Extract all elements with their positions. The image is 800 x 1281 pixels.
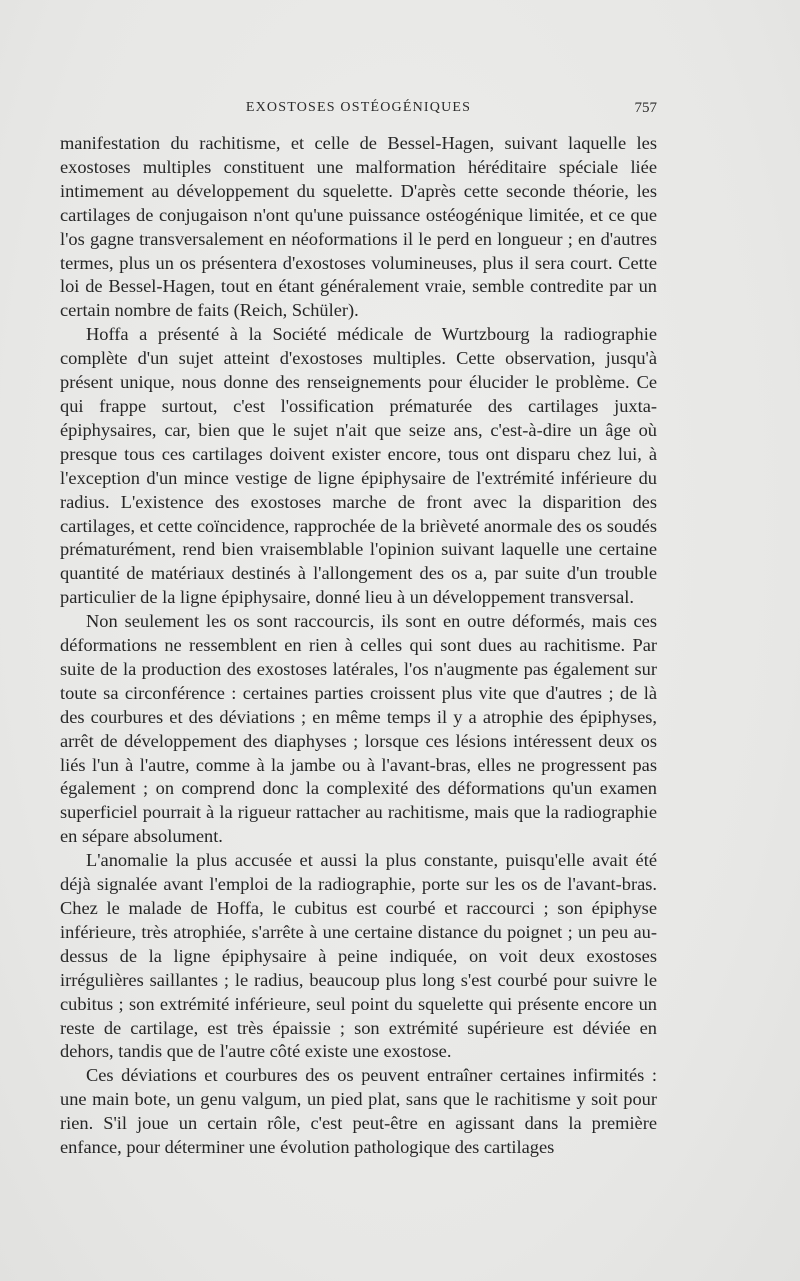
page-number: 757	[634, 100, 657, 116]
running-title: EXOSTOSES OSTÉOGÉNIQUES	[245, 100, 472, 115]
paragraph: L'anomalie la plus accusée et aussi la plus constante, puisqu'elle avait été déjà signalée avant l'emploi de la radiographie, porte sur les os de l'avant-bras. Chez le malade de Hoffa, le cubitus est courbé et raccourci ; son épiphyse inférieure, très atrophiée, s'arrête à une certaine distance du poignet ; un peu au-dessus de la ligne épiphysaire à peine indiquée, on voit deux exostoses irrégulières saillantes ; le radius, beaucoup plus long s'est courbé pour suivre le cubitus ; son extrémité inférieure, seul point du squelette qui présente encore un reste de cartilage, est très épaissie ; son extrémité supérieure est déviée en dehors, tandis que de l'autre côté existe une exostose.	[60, 850, 657, 1062]
paragraph: Hoffa a présenté à la Société médicale de Wurtzbourg la radiographie complète d'un sujet atteint d'exostoses multiples. Cette observation, jusqu'à présent unique, nous donne des renseignements pour élucider le problème. Ce qui frappe surtout, c'est l'ossification prématurée des cartilages juxta-épiphysaires, car, bien que le sujet n'ait que seize ans, c'est-à-dire un âge où presque tous ces cartilages doivent exister encore, tous ont disparu chez lui, à l'exception d'un mince vestige de ligne épiphysaire de l'extrémité inférieure du radius. L'existence des exostoses marche de front avec la disparition des cartilages, et cette coïncidence, rapprochée de la brièveté anormale des os soudés prématurément, rend bien vraisemblable l'opinion suivant laquelle une certaine quantité de matériaux destinés à l'allongement des os a, par suite d'un trouble particulier de la ligne épiphysaire, donné lieu à un développement transversal.	[60, 324, 657, 608]
paragraph: manifestation du rachitisme, et celle de Bessel-Hagen, suivant laquelle les exostoses multiples constituent une malformation héréditaire spéciale liée intimement au développement du squelette. D'après cette seconde théorie, les cartilages de conjugaison n'ont qu'une puissance ostéogénique limitée, et ce que l'os gagne transversalement en néoformations il le perd en longueur ; en d'autres termes, plus un os présentera d'exostoses volumineuses, plus il sera court. Cette loi de Bessel-Hagen, tout en étant généralement vraie, semble contredite par un certain nombre de faits (Reich, Schüler).	[60, 133, 657, 321]
paragraph: Non seulement les os sont raccourcis, ils sont en outre déformés, mais ces déformations ne ressemblent en rien à celles qui sont dues au rachitisme. Par suite de la production des exostoses latérales, l'os n'augmente pas également sur toute sa circonférence : certaines parties croissent plus vite que d'autres ; de là des courbures et des déviations ; en même temps il y a atrophie des épiphyses, arrêt de développement des diaphyses ; lorsque ces lésions intéressent deux os liés l'un à l'autre, comme à la jambe ou à l'avant-bras, elles ne progressent pas également ; on comprend donc la complexité des déformations qu'un examen superficiel pourrait à la rigueur rattacher au rachitisme, mais que la radiographie en sépare absolument.	[60, 611, 657, 847]
page-header	[60, 100, 657, 122]
paragraph: Ces déviations et courbures des os peuvent entraîner certaines infirmités : une main bote, un genu valgum, un pied plat, sans que le rachitisme y soit pour rien. S'il joue un certain rôle, c'est peut-être en agissant dans la première enfance, pour déterminer une évolution pathologique des cartilages	[60, 1065, 657, 1158]
body-text	[60, 132, 657, 1160]
